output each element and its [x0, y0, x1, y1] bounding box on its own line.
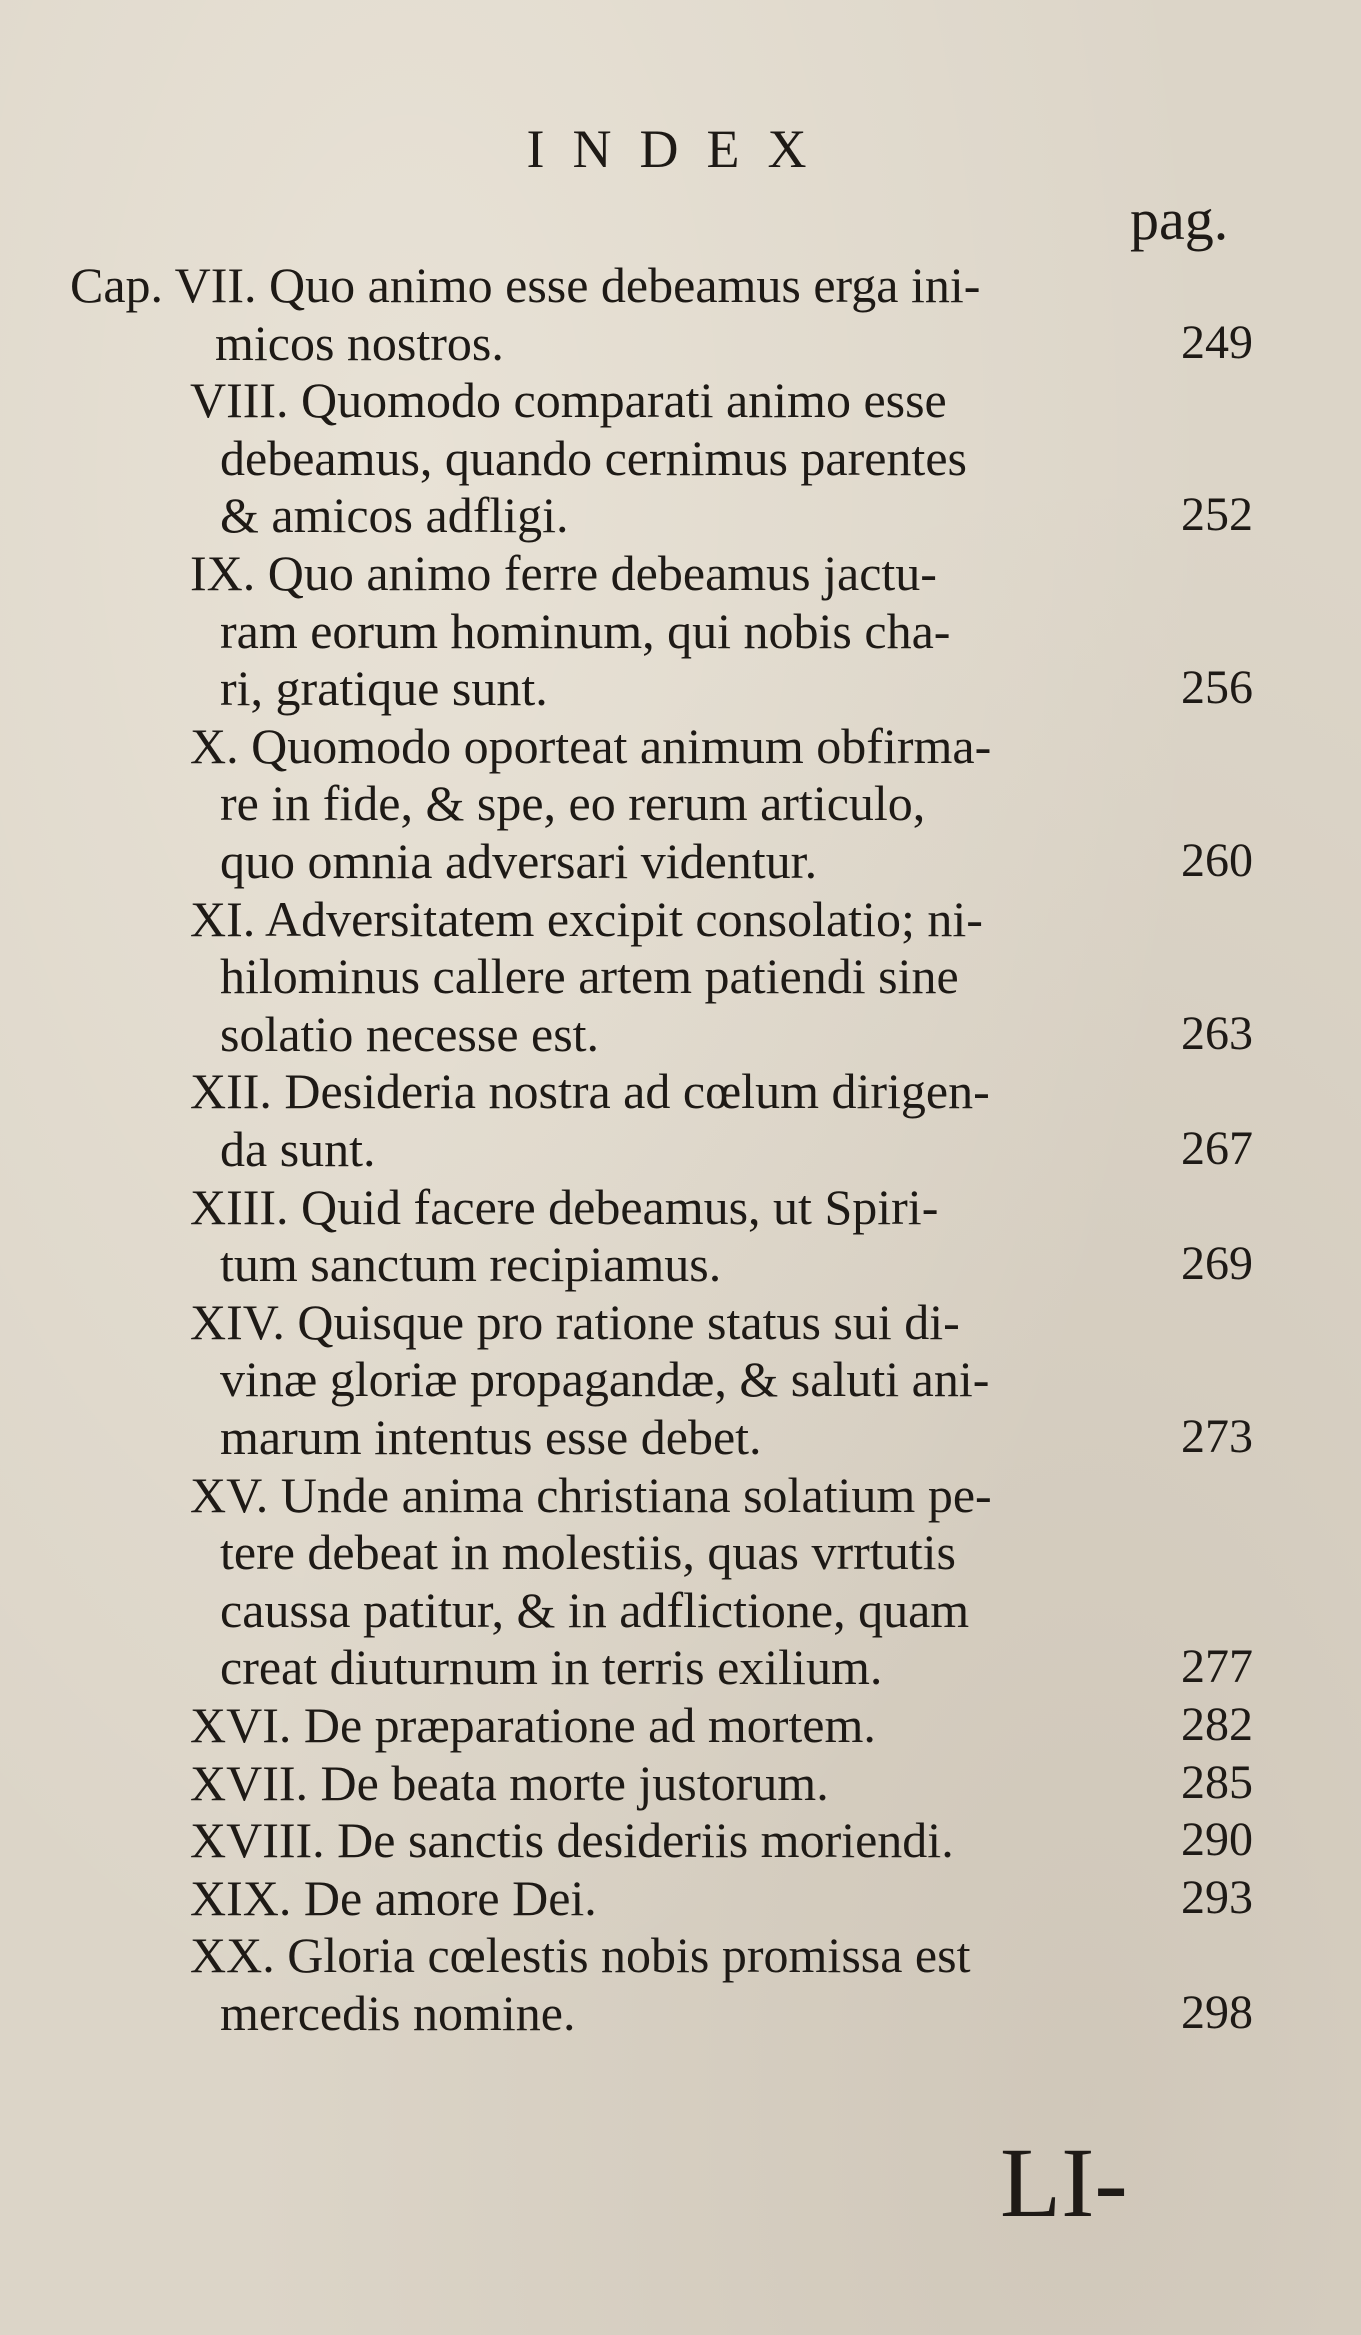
toc-line	[0, 1522, 1361, 1582]
entry-title: XX. Gloria cœlestis nobis promissa est	[190, 1927, 971, 1983]
toc-line	[0, 1234, 1361, 1294]
entry-title: XIX. De amore Dei.	[190, 1870, 597, 1926]
entry-page-number: 293	[1181, 1871, 1253, 1924]
entry-page-number: 256	[1181, 661, 1253, 714]
entry-page-number: 282	[1181, 1698, 1253, 1751]
entry-page-number: 249	[1181, 316, 1253, 369]
entry-title-continuation: micos nostros.	[215, 315, 504, 371]
toc-line	[0, 1868, 1361, 1928]
entry-title-continuation: mercedis nomine.	[220, 1985, 576, 2041]
toc-line	[0, 1119, 1361, 1179]
entry-title: XIII. Quid facere debeamus, ut Spiri-	[190, 1179, 939, 1235]
entry-title: XIV. Quisque pro ratione status sui di-	[190, 1294, 960, 1350]
toc-line	[0, 946, 1361, 1006]
entry-page-number: 252	[1181, 488, 1253, 541]
toc-line	[0, 370, 1361, 430]
toc-line	[0, 543, 1361, 603]
toc-line	[0, 601, 1361, 661]
entry-title: XI. Adversitatem excipit consolatio; ni-	[190, 891, 983, 947]
catchword: LI-	[1000, 2127, 1128, 2238]
toc-line	[0, 1177, 1361, 1237]
entry-title-continuation: creat diuturnum in terris exilium.	[220, 1639, 883, 1695]
toc-line	[0, 1465, 1361, 1525]
entry-title: XII. Desideria nostra ad cœlum dirigen-	[190, 1063, 990, 1119]
entry-title-continuation: re in fide, & spe, eo rerum articulo,	[220, 775, 926, 831]
toc-line	[0, 1983, 1361, 2043]
entry-page-number: 298	[1181, 1986, 1253, 2039]
page-column-label: pag.	[1130, 187, 1229, 252]
entry-title-continuation: caussa patitur, & in adflictione, quam	[220, 1582, 970, 1638]
toc-line	[0, 773, 1361, 833]
toc-line	[0, 658, 1361, 718]
page-header: INDEX	[526, 119, 835, 179]
entry-title-continuation: & amicos adfligi.	[220, 487, 569, 543]
entry-title: Cap. VII. Quo animo esse debeamus erga ini-	[70, 257, 981, 313]
toc-line	[0, 831, 1361, 891]
toc-line	[0, 428, 1361, 488]
entry-page-number: 277	[1181, 1640, 1253, 1693]
entry-page-number: 260	[1181, 834, 1253, 887]
toc-line	[0, 1637, 1361, 1697]
entry-title-continuation: tum sanctum recipiamus.	[220, 1236, 722, 1292]
toc-line	[0, 1580, 1361, 1640]
entry-title: XV. Unde anima christiana solatium pe-	[190, 1467, 992, 1523]
toc-line	[0, 1695, 1361, 1755]
toc-line	[0, 1810, 1361, 1870]
entry-title: XVII. De beata morte justorum.	[190, 1755, 829, 1811]
entry-title-continuation: vinæ gloriæ propagandæ, & saluti ani-	[220, 1351, 990, 1407]
entry-title-continuation: solatio necesse est.	[220, 1006, 600, 1062]
toc-line	[0, 889, 1361, 949]
toc-line	[0, 255, 1361, 315]
toc-line	[0, 1061, 1361, 1121]
entry-title-continuation: marum intentus esse debet.	[220, 1409, 762, 1465]
entry-title: VIII. Quomodo comparati animo esse	[190, 372, 947, 428]
toc-line	[0, 1292, 1361, 1352]
entry-title-continuation: ram eorum hominum, qui nobis cha-	[220, 603, 951, 659]
toc-line	[0, 1349, 1361, 1409]
toc-line	[0, 313, 1361, 373]
toc-line	[0, 485, 1361, 545]
toc-line	[0, 1753, 1361, 1813]
entry-title: XVI. De præparatione ad mortem.	[190, 1697, 876, 1753]
entry-page-number: 273	[1181, 1410, 1253, 1463]
entry-page-number: 285	[1181, 1756, 1253, 1809]
entry-title-continuation: ri, gratique sunt.	[220, 660, 548, 716]
entry-title-continuation: debeamus, quando cernimus parentes	[220, 430, 967, 486]
entry-title-continuation: quo omnia adversari videntur.	[220, 833, 818, 889]
entry-title: X. Quomodo oporteat animum obfirma-	[190, 718, 992, 774]
toc-line	[0, 1004, 1361, 1064]
entry-title: IX. Quo animo ferre debeamus jactu-	[190, 545, 937, 601]
entry-page-number: 290	[1181, 1813, 1253, 1866]
entry-title: XVIII. De sanctis desideriis moriendi.	[190, 1812, 954, 1868]
entry-title-continuation: tere debeat in molestiis, quas vrrtutis	[220, 1524, 956, 1580]
entry-title-continuation: hilominus callere artem patiendi sine	[220, 948, 959, 1004]
entry-page-number: 263	[1181, 1007, 1253, 1060]
entry-page-number: 267	[1181, 1122, 1253, 1175]
toc-line	[0, 1925, 1361, 1985]
entry-page-number: 269	[1181, 1237, 1253, 1290]
entry-title-continuation: da sunt.	[220, 1121, 376, 1177]
toc-line	[0, 716, 1361, 776]
toc-line	[0, 1407, 1361, 1467]
